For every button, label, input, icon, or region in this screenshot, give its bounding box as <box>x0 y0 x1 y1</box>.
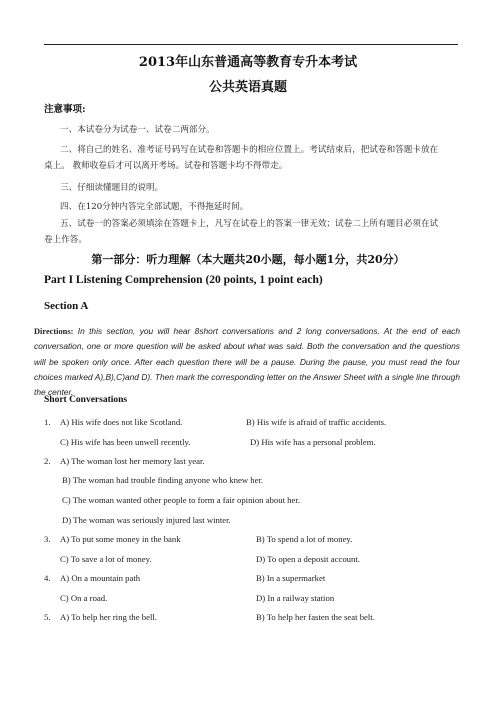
option-a: A) To help her ring the bell. <box>60 612 157 622</box>
directions-text: In this section, you will hear 8short conversations and 2 long conversations. At the end of each conversation, one or more question will be asked about what was said. Both the conversation and the questions will be spoken only once. After each question there will be a pause. During the pause, you must read the four choices marked A),B),C)and D). Then mark the corresponding letter on the Answer Sheet with a single line through the center. <box>34 326 460 398</box>
option-b: B) The woman had trouble finding anyone who knew her. <box>62 475 264 485</box>
option-c: C) On a road. <box>60 593 108 603</box>
page-title: 2013年山东普通高等教育专升本考试 <box>138 55 358 70</box>
question-number: 3. <box>44 534 51 544</box>
option-d: D) His wife has a personal problem. <box>250 437 376 447</box>
question-number: 5. <box>44 612 51 622</box>
directions-label: Directions: <box>34 327 74 336</box>
option-a: A) The woman lost her memory last year. <box>60 456 205 466</box>
short-conversations-heading: Short Conversations <box>44 395 128 405</box>
option-d: D) To open a deposit account. <box>256 554 360 564</box>
top-rule <box>44 44 458 45</box>
page-subtitle: 公共英语真题 <box>208 80 287 95</box>
question-number: 2. <box>44 456 51 466</box>
section-heading: Section A <box>44 300 89 312</box>
option-b: B) His wife is afraid of traffic accidents. <box>246 417 387 427</box>
option-a: A) On a mountain path <box>60 573 141 583</box>
option-d: D) In a railway station <box>256 593 335 603</box>
option-c: C) The woman wanted other people to form a fair opinion about her. <box>62 495 300 505</box>
notice-item: 五、试卷一的答案必须填涂在答题卡上，凡写在试卷上的答案一律无效；试卷二上所有题目必须在试卷上作答。 <box>44 219 439 245</box>
notice-item: 二、将自己的姓名、准考证号码写在试卷和答题卡的相应位置上。考试结束后，把试卷和答题卡放在桌上。 教师收卷后才可以离开考场。试卷和答题卡均不得带走。 <box>44 145 439 171</box>
part-heading-en: Part I Listening Comprehension (20 points, 1 point each) <box>44 274 323 286</box>
question-number: 1. <box>44 417 51 427</box>
option-c: C) His wife has been unwell recently. <box>60 437 191 447</box>
option-b: B) To spend a lot of money. <box>256 534 353 544</box>
option-c: C) To save a lot of money. <box>60 554 152 564</box>
notice-heading: 注意事项: <box>44 104 86 115</box>
option-b: B) To help her fasten the seat belt. <box>256 612 375 622</box>
directions-paragraph <box>34 324 460 400</box>
question-number: 4. <box>44 573 51 583</box>
option-a: A) To put some money in the bank <box>60 534 181 544</box>
option-a: A) His wife does not like Scotland. <box>60 417 183 427</box>
option-b: B) In a supermarket <box>256 573 326 583</box>
notice-item: 一、本试卷分为试卷一、试卷二两部分。 <box>60 125 215 135</box>
option-d: D) The woman was seriously injured last winter. <box>62 515 231 525</box>
part-heading-cn: 第一部分：听力理解（本大题共20小题，每小题1分，共20分） <box>91 253 405 266</box>
notice-item: 三、仔细读懂题目的说明。 <box>60 183 164 193</box>
notice-item: 四、在120分钟内答完全部试题，不得拖延时间。 <box>60 202 249 212</box>
